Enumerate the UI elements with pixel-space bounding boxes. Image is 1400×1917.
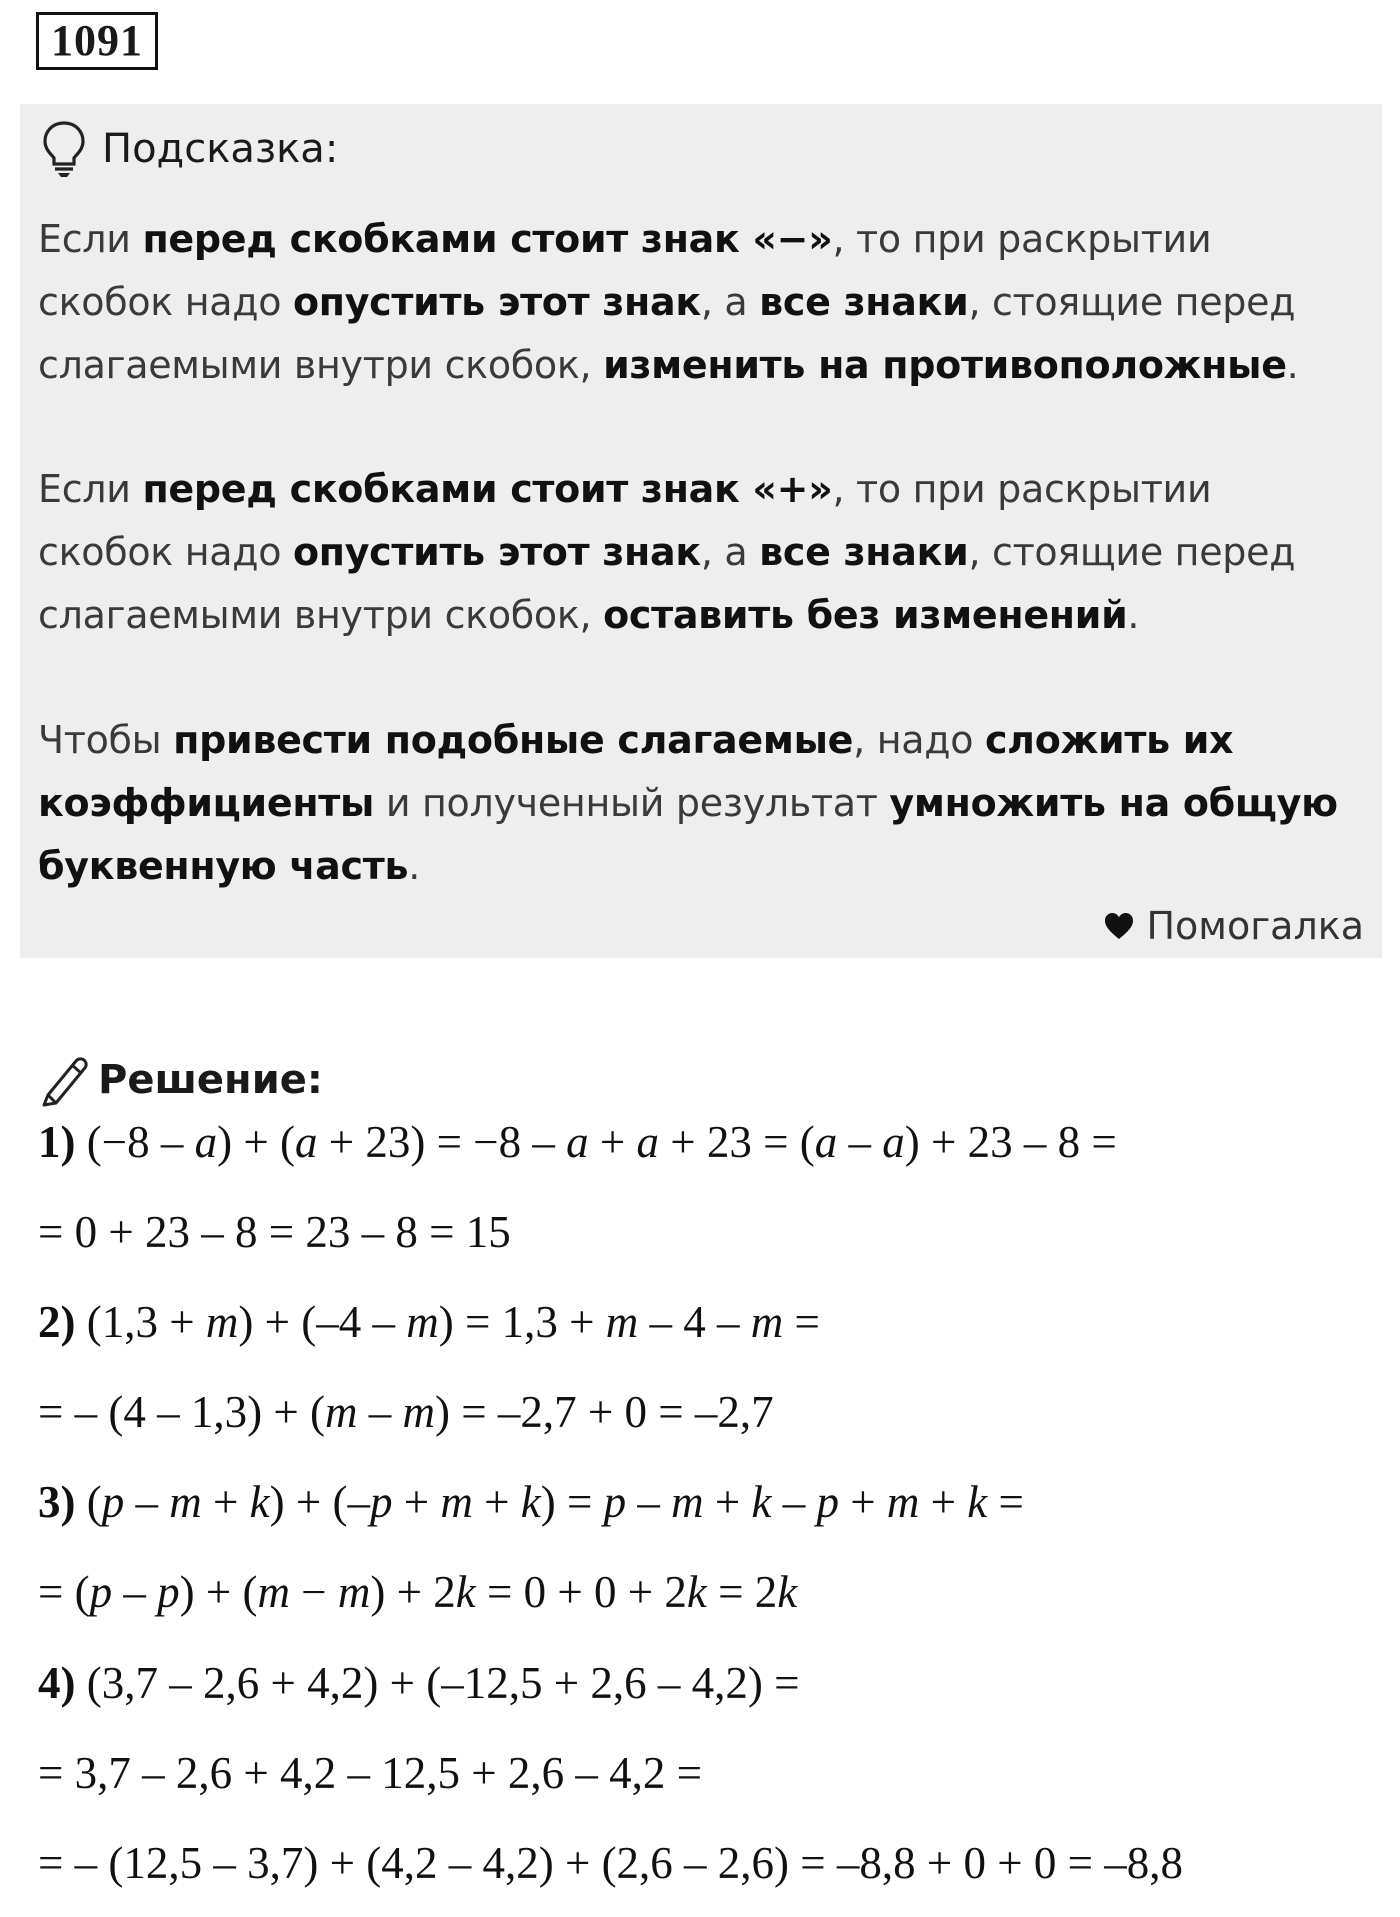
math-expression: (p – m + k) + (–p + m + k) = p – m + k – p + m + k =: [75, 1477, 1024, 1527]
hint-box: [20, 104, 1382, 958]
hint-text-run: , то при раскрытии скобок надо: [38, 467, 1212, 574]
solution-line: [38, 1653, 799, 1713]
math-expression: = 0 + 23 – 8 = 23 – 8 = 15: [38, 1207, 511, 1257]
solution-title: Решение:: [98, 1057, 323, 1103]
hint-text-run: .: [1286, 343, 1299, 387]
hint-text-run: и полученный результат: [374, 781, 890, 825]
hint-text-run: .: [408, 844, 420, 888]
hint-text-run: , то при раскрытии скобок надо: [38, 217, 1212, 324]
solution-line: [38, 1202, 511, 1262]
hint-text-run: , а: [700, 280, 760, 324]
math-expression: (1,3 + m) + (–4 – m) = 1,3 + m – 4 – m =: [75, 1297, 820, 1347]
hint-text-run: , а: [700, 530, 760, 574]
hint-text-run: Если: [38, 467, 143, 511]
heart-icon: [1104, 912, 1134, 940]
hint-paragraph-1: [38, 208, 1358, 397]
solution-line: [38, 1472, 1024, 1532]
math-expression: (−8 – a) + (a + 23) = −8 – a + a + 23 = (a – a) + 23 – 8 =: [75, 1117, 1117, 1167]
hint-emphasis: опустить этот знак: [292, 530, 701, 574]
hint-emphasis: умножить на общую буквенную часть: [38, 781, 1338, 888]
hint-emphasis: оставить без изменений: [603, 593, 1128, 637]
math-expression: = – (12,5 – 3,7) + (4,2 – 4,2) + (2,6 – 2,6) = –8,8 + 0 + 0 = –8,8: [38, 1838, 1184, 1888]
hint-emphasis: сложить их коэффициенты: [38, 718, 1234, 825]
solution-line: [38, 1833, 1183, 1893]
task-number: 1091: [36, 12, 158, 70]
step-number: 2): [38, 1297, 76, 1347]
math-expression: = 3,7 – 2,6 + 4,2 – 12,5 + 2,6 – 4,2 =: [38, 1748, 703, 1798]
hint-header: [42, 114, 338, 184]
solution-line: [38, 1382, 774, 1442]
hint-emphasis: все знаки: [759, 280, 969, 324]
brand-signature: [1104, 904, 1364, 948]
brand-name: Помогалка: [1146, 904, 1364, 948]
hint-emphasis: изменить на противоположные: [603, 343, 1287, 387]
solution-line: [38, 1112, 1117, 1172]
hint-text-run: Если: [38, 217, 143, 261]
solution-line: [38, 1743, 702, 1803]
hint-title: Подсказка:: [102, 126, 339, 172]
step-number: 1): [38, 1117, 76, 1167]
hint-text-run: , стоящие перед слагаемыми внутри скобок,: [38, 530, 1296, 637]
hint-emphasis: опустить этот знак: [292, 280, 701, 324]
hint-emphasis: перед скобками стоит знак «+»: [142, 467, 833, 511]
hint-paragraph-2: [38, 458, 1358, 647]
hint-text-run: , надо: [853, 718, 985, 762]
pencil-icon: [40, 1053, 90, 1107]
hint-emphasis: все знаки: [759, 530, 969, 574]
hint-text-run: .: [1127, 593, 1140, 637]
step-number: 4): [38, 1658, 76, 1708]
hint-text-run: Чтобы: [38, 718, 174, 762]
solution-header: [40, 1048, 323, 1112]
math-expression: = – (4 – 1,3) + (m – m) = –2,7 + 0 = –2,7: [38, 1387, 774, 1437]
lightbulb-icon: [42, 120, 86, 178]
solution-line: [38, 1562, 797, 1622]
hint-emphasis: перед скобками стоит знак «−»: [142, 217, 833, 261]
solution-line: [38, 1292, 820, 1352]
hint-paragraph-3: [38, 709, 1358, 898]
math-expression: = (p – p) + (m − m) + 2k = 0 + 0 + 2k = 2k: [38, 1567, 798, 1617]
math-expression: (3,7 – 2,6 + 4,2) + (–12,5 + 2,6 – 4,2) =: [75, 1658, 800, 1708]
hint-text-run: , стоящие перед слагаемыми внутри скобок,: [38, 280, 1296, 387]
step-number: 3): [38, 1477, 76, 1527]
hint-emphasis: привести подобные слагаемые: [173, 718, 854, 762]
